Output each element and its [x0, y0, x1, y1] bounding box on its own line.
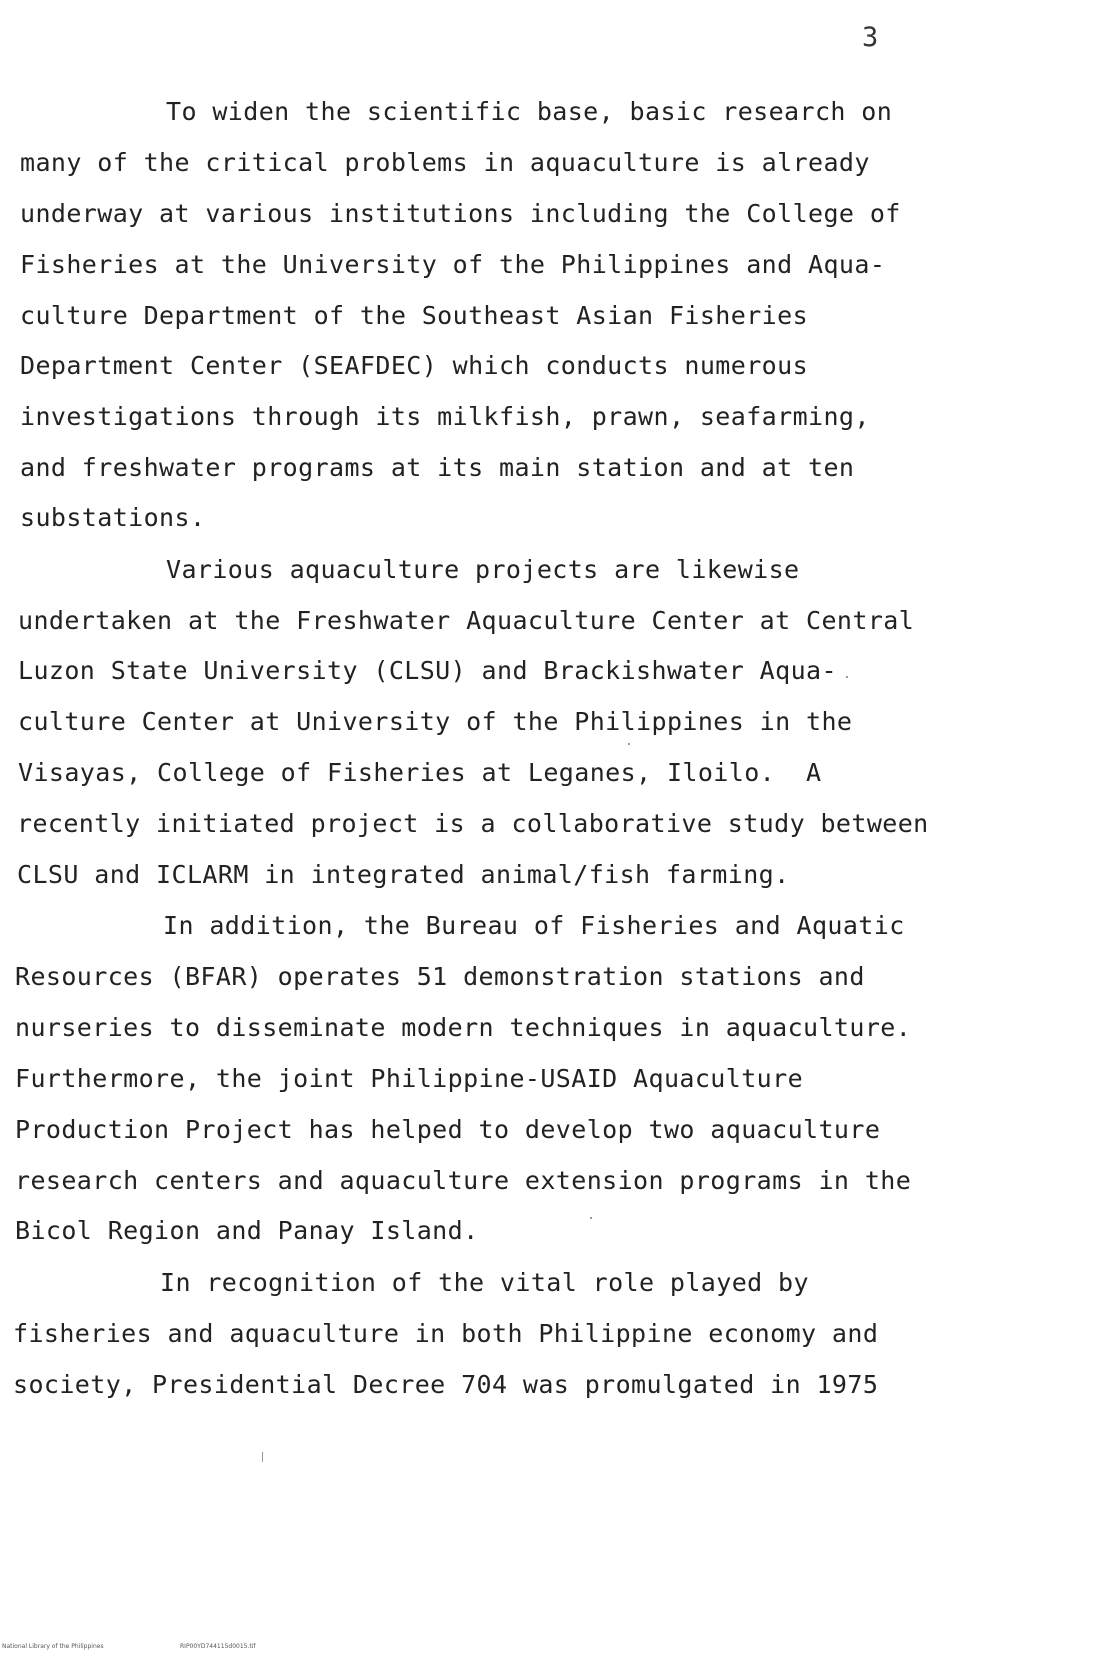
- scan-speck: [846, 676, 848, 678]
- page-number: 3: [862, 22, 879, 53]
- text-line: Fisheries at the University of the Philippines and Aqua-: [20, 250, 886, 279]
- scan-speck: [628, 743, 630, 745]
- text-line: To widen the scientific base, basic research on: [166, 97, 893, 126]
- text-line: Visayas, College of Fisheries at Leganes, Iloilo. A: [18, 758, 822, 787]
- text-line: culture Department of the Southeast Asian Fisheries: [20, 301, 809, 330]
- text-line: Production Project has helped to develop two aquaculture: [15, 1115, 881, 1144]
- text-line: Resources (BFAR) operates 51 demonstration stations and: [15, 962, 865, 991]
- footer-file-name: RIP00YD744115d0015.tif: [180, 1643, 256, 1650]
- text-line: investigations through its milkfish, prawn, seafarming,: [20, 402, 870, 431]
- text-line: Luzon State University (CLSU) and Brackishwater Aqua-: [18, 656, 837, 685]
- text-line: culture Center at University of the Philippines in the: [18, 707, 853, 736]
- text-line: Bicol Region and Panay Island.: [15, 1216, 479, 1245]
- text-line: society, Presidential Decree 704 was promulgated in 1975: [13, 1370, 879, 1399]
- text-line: In addition, the Bureau of Fisheries and Aquatic: [163, 911, 905, 940]
- text-line: nurseries to disseminate modern techniques in aquaculture.: [15, 1013, 912, 1042]
- scan-speck: [590, 1217, 592, 1219]
- text-line: Various aquaculture projects are likewise: [166, 555, 800, 584]
- text-line: many of the critical problems in aquaculture is already: [20, 148, 870, 177]
- text-line: CLSU and ICLARM in integrated animal/fish farming.: [17, 860, 790, 889]
- text-line: research centers and aquaculture extension programs in the: [15, 1166, 912, 1195]
- text-line: substations.: [20, 503, 206, 532]
- text-line: underway at various institutions including the College of: [20, 199, 901, 228]
- text-line: In recognition of the vital role played by: [160, 1268, 809, 1297]
- text-line: Department Center (SEAFDEC) which conducts numerous: [20, 351, 809, 380]
- scan-speck: [262, 1452, 263, 1462]
- text-line: and freshwater programs at its main station and at ten: [20, 453, 855, 482]
- text-line: Furthermore, the joint Philippine-USAID Aquaculture: [15, 1064, 804, 1093]
- text-line: undertaken at the Freshwater Aquaculture Center at Central: [18, 606, 915, 635]
- footer-library-credit: National Library of the Philippines: [2, 1643, 104, 1650]
- text-line: recently initiated project is a collaborative study between: [17, 809, 929, 838]
- text-line: fisheries and aquaculture in both Philippine economy and: [13, 1319, 879, 1348]
